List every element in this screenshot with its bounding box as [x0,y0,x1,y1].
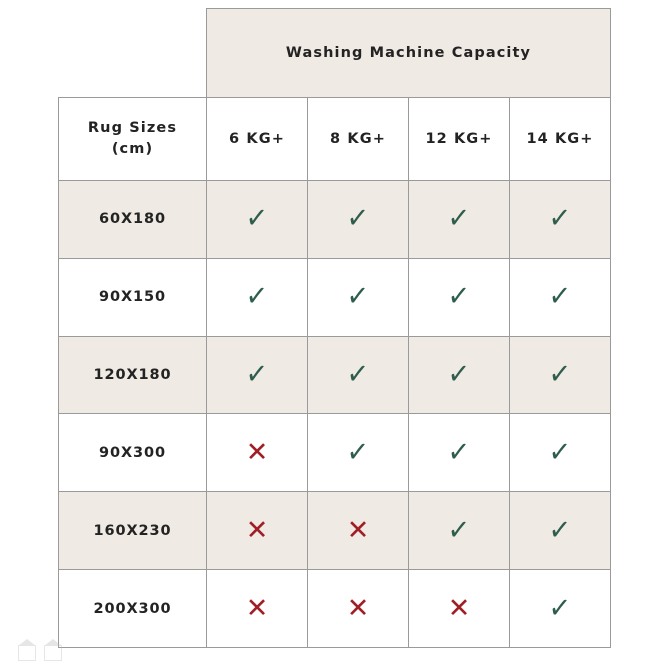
table-row [59,492,611,570]
rug-sizes-header-line2: (cm) [111,141,154,157]
column-header-14kg: 14 KG+ [510,98,611,181]
cell-60x180-12kg [409,181,510,259]
cross-icon: ✕ [245,437,269,469]
cell-90x300-8kg [308,414,409,492]
check-icon: ✓ [547,589,573,627]
row-label-90x300: 90X300 [59,414,207,492]
house-icon [44,645,62,661]
check-icon: ✓ [345,355,371,394]
cell-120x180-12kg [409,336,510,414]
check-icon: ✓ [547,278,573,316]
check-icon: ✓ [547,200,573,238]
column-header-6kg: 6 KG+ [207,98,308,181]
cross-icon: ✕ [245,515,269,547]
cell-200x300-8kg [308,570,409,648]
cross-icon: ✕ [245,593,269,625]
row-label-60x180: 60X180 [59,181,207,259]
washing-machine-capacity-title: Washing Machine Capacity [207,9,611,98]
table-row [59,258,611,336]
table-row [59,414,611,492]
rug-washing-compatibility-table [58,8,611,648]
cell-90x150-14kg [510,258,611,336]
row-label-160x230: 160X230 [59,492,207,570]
cell-90x300-6kg [207,414,308,492]
row-label-90x150: 90X150 [59,258,207,336]
watermark-icons [18,645,62,661]
cell-120x180-14kg [510,336,611,414]
house-icon [18,645,36,661]
cell-160x230-12kg [409,492,510,570]
check-icon: ✓ [345,278,371,316]
cell-90x300-12kg [409,414,510,492]
cell-60x180-14kg [510,181,611,259]
rug-sizes-header-line1: Rug Sizes [87,119,178,136]
check-icon: ✓ [345,433,371,472]
check-icon: ✓ [446,433,472,472]
cell-200x300-14kg [510,570,611,648]
check-icon: ✓ [547,511,573,549]
check-icon: ✓ [446,511,472,549]
check-icon: ✓ [244,200,270,238]
cell-90x150-8kg [308,258,409,336]
capacity-table-wrapper [58,8,610,648]
cell-60x180-6kg [207,181,308,259]
cross-icon: ✕ [346,515,370,547]
column-header-8kg: 8 KG+ [308,98,409,181]
cell-120x180-6kg [207,336,308,414]
row-label-120x180: 120X180 [59,336,207,414]
cell-60x180-8kg [308,181,409,259]
cell-200x300-12kg [409,570,510,648]
cell-90x150-6kg [207,258,308,336]
cell-160x230-6kg [207,492,308,570]
row-label-200x300: 200X300 [59,570,207,648]
check-icon: ✓ [244,278,270,316]
table-header-columns-row [59,98,611,181]
check-icon: ✓ [446,278,472,316]
table-header-capacity-row [59,9,611,98]
table-row [59,181,611,259]
table-row [59,570,611,648]
corner-blank-cell [59,9,207,98]
check-icon: ✓ [547,433,573,472]
cell-120x180-8kg [308,336,409,414]
table-row [59,336,611,414]
check-icon: ✓ [547,355,573,394]
column-header-12kg: 12 KG+ [409,98,510,181]
cell-90x300-14kg [510,414,611,492]
cell-90x150-12kg [409,258,510,336]
check-icon: ✓ [345,200,371,238]
cell-160x230-14kg [510,492,611,570]
rug-sizes-header [59,98,207,181]
check-icon: ✓ [244,355,270,394]
check-icon: ✓ [446,355,472,394]
check-icon: ✓ [446,200,472,238]
cell-160x230-8kg [308,492,409,570]
cross-icon: ✕ [346,593,370,625]
cross-icon: ✕ [447,593,471,625]
cell-200x300-6kg [207,570,308,648]
